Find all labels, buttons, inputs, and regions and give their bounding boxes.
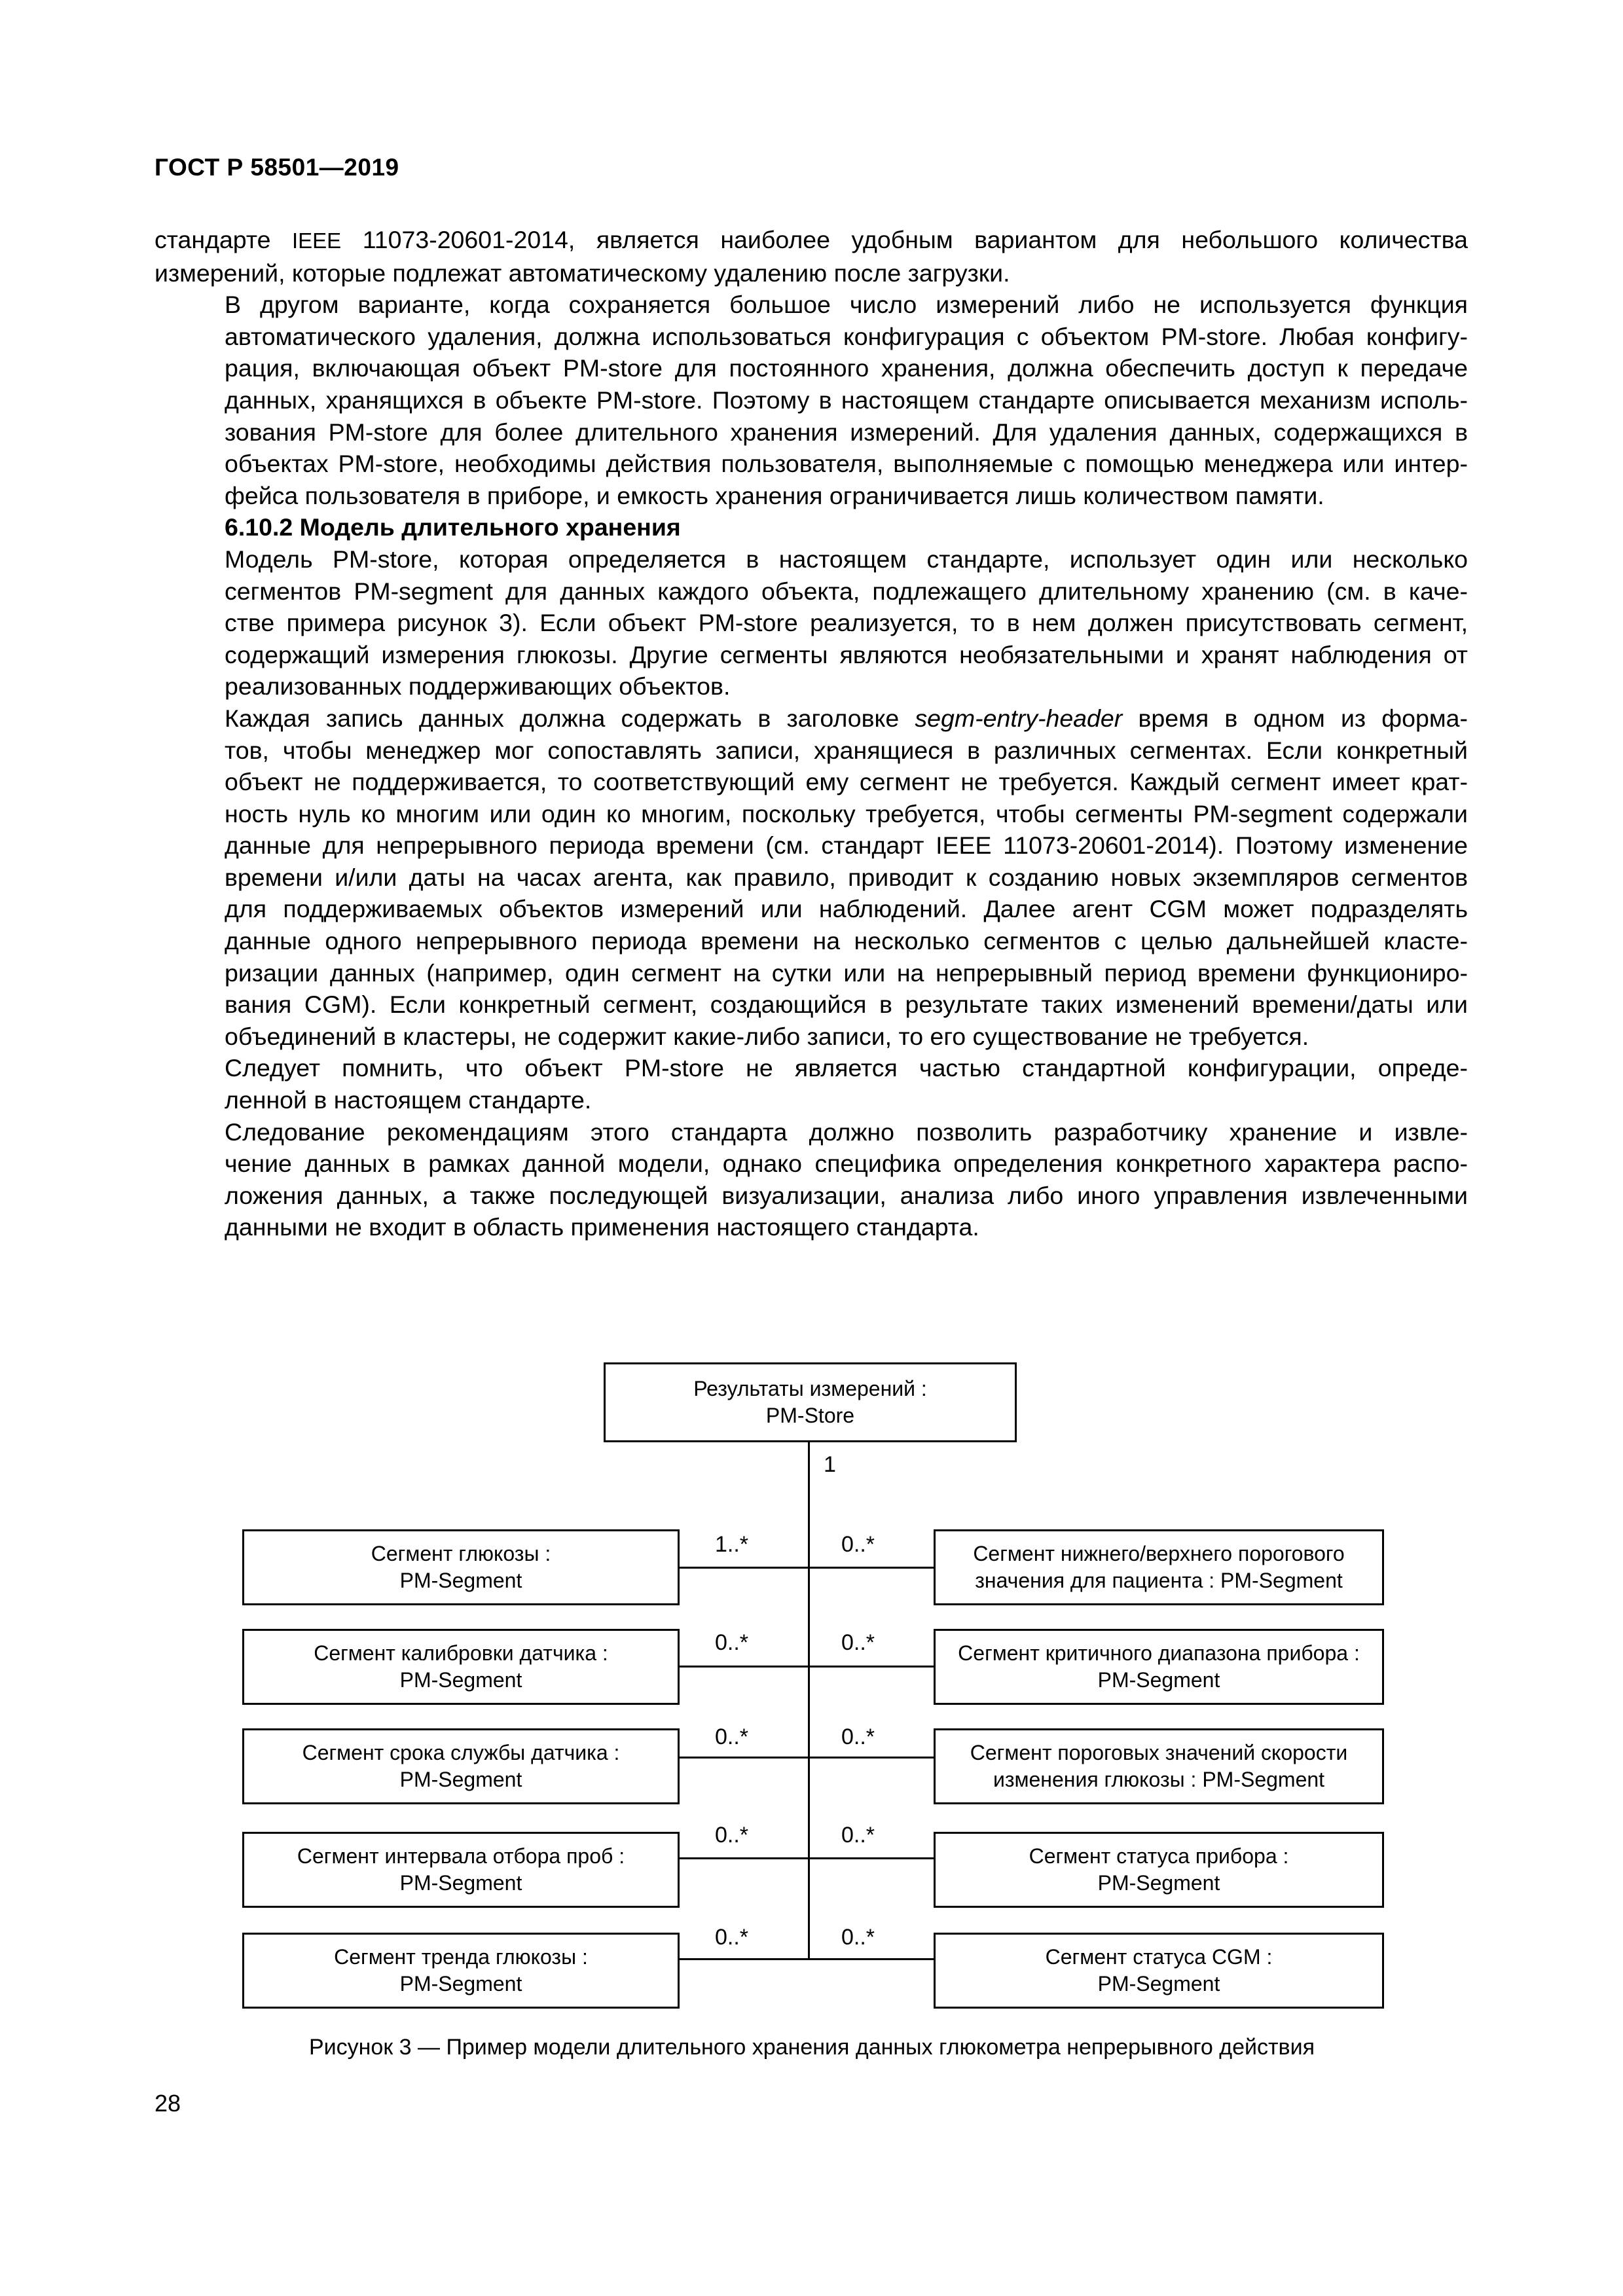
multiplicity-right-4: 0..*: [841, 1823, 875, 1848]
box-label: PM-Segment: [399, 1972, 522, 1995]
segment-box-right-5: [934, 1933, 1384, 2009]
text-line: данными не входит в область применения настоящего стандарта.: [225, 1213, 979, 1241]
box-label: PM-Segment: [1097, 1668, 1220, 1692]
multiplicity-right-1: 0..*: [841, 1532, 875, 1557]
segment-box-right-2: [934, 1629, 1384, 1705]
multiplicity-left-3: 0..*: [715, 1724, 749, 1749]
text-line: зования PM-store для более длительного хранения измерений. Для удаления данных, содержащихся в: [225, 418, 1468, 446]
box-label: Сегмент нижнего/верхнего порогового: [973, 1542, 1345, 1565]
multiplicity-right-5: 0..*: [841, 1925, 875, 1950]
text-line: ризации данных (например, один сегмент на сутки или на непрерывный период времени функциониро-: [225, 958, 1468, 987]
connector-horizontal: [680, 1666, 934, 1667]
segment-box-right-1: [934, 1529, 1384, 1605]
text-run: Каждая запись данных должна содержать в заголовке: [225, 704, 915, 732]
root-box-pm-store: [604, 1362, 1017, 1442]
text-line: рация, включающая объект PM-store для постоянного хранения, должна обеспечить доступ к передаче: [225, 354, 1468, 382]
box-label: Результаты измерений :: [693, 1377, 927, 1400]
segment-box-left-4: [242, 1832, 680, 1908]
text-line: ложения данных, а также последующей визуализации, анализа либо иного управления извлеченными: [225, 1181, 1468, 1209]
box-label: PM-Segment: [1097, 1871, 1220, 1895]
segment-box-left-2: [242, 1629, 680, 1705]
connector-horizontal: [680, 1958, 934, 1960]
box-label: изменения глюкозы : PM-Segment: [993, 1768, 1325, 1791]
segment-box-left-1: [242, 1529, 680, 1605]
box-label: Сегмент статуса прибора :: [1029, 1844, 1289, 1868]
text-line: Следование рекомендациям этого стандарта должно позволить разработчику хранение и извле-: [225, 1118, 1468, 1146]
box-label: Сегмент пороговых значений скорости: [970, 1741, 1348, 1764]
box-label: PM-Store: [765, 1404, 855, 1427]
text-run: segm-entry-header: [915, 704, 1123, 732]
text-line: [155, 224, 1468, 257]
connector-horizontal: [680, 1757, 934, 1758]
text-line: объект не поддерживается, то соответствующий ему сегмент не требуется. Каждый сегмент имеет крат-: [225, 768, 1468, 796]
box-label: Сегмент интервала отбора проб :: [297, 1844, 625, 1868]
box-label: PM-Segment: [399, 1871, 522, 1895]
figure-caption: Рисунок 3 — Пример модели длительного хранения данных глюкометра непрерывного действия: [308, 2035, 1315, 2060]
connector-horizontal: [680, 1857, 934, 1859]
paragraph-4: [155, 702, 1468, 1053]
text-line: чение данных в рамках данной модели, однако специфика определения конкретного характера распо-: [225, 1150, 1468, 1178]
box-label: Сегмент критичного диапазона прибора :: [958, 1641, 1360, 1665]
box-label: PM-Segment: [399, 1569, 522, 1592]
text-line: Следует помнить, что объект PM-store не является частью стандартной конфигурации, опреде-: [225, 1054, 1468, 1082]
text-line: [155, 702, 1468, 735]
body-text: [155, 224, 1468, 1243]
box-label: PM-Segment: [399, 1668, 522, 1692]
paragraph-5: [155, 1052, 1468, 1116]
multiplicity-right-3: 0..*: [841, 1724, 875, 1749]
paragraph-2: [155, 289, 1468, 511]
paragraph-1: [155, 224, 1468, 289]
text-line: сегментов PM-segment для данных каждого объекта, подлежащего длительному хранению (см. в каче-: [225, 577, 1468, 605]
text-line: В другом варианте, когда сохраняется большое число измерений либо не используется функция: [225, 291, 1468, 319]
segment-box-left-3: [242, 1728, 680, 1804]
multiplicity-left-2: 0..*: [715, 1630, 749, 1655]
text-run: время в одном из форма-: [1122, 704, 1468, 732]
text-line: Модель PM-store, которая определяется в настоящем стандарте, использует один или несколько: [225, 545, 1468, 573]
segment-box-right-4: [934, 1832, 1384, 1908]
paragraph-6: [155, 1116, 1468, 1243]
text-line: для поддерживаемых объектов измерений или наблюдений. Далее агент CGM может подразделять: [225, 895, 1468, 923]
text-line: вания CGM). Если конкретный сегмент, создающийся в результате таких изменений времени/даты или: [225, 991, 1468, 1019]
box-label: Сегмент статуса CGM :: [1045, 1945, 1273, 1969]
box-label: значения для пациента : PM-Segment: [975, 1569, 1343, 1592]
text-line: данных, хранящихся в объекте PM-store. Поэтому в настоящем стандарте описывается механизм исполь-: [225, 386, 1468, 414]
segment-box-left-5: [242, 1933, 680, 2009]
text-run: 11073-20601-2014, является наиболее удобным вариантом для небольшого количества: [341, 226, 1468, 253]
box-label: Сегмент тренда глюкозы :: [334, 1945, 588, 1969]
box-label: Сегмент калибровки датчика :: [314, 1641, 608, 1665]
box-label: Сегмент срока службы датчика :: [302, 1741, 620, 1764]
text-line: ность нуль ко многим или один ко многим, поскольку требуется, чтобы сегменты PM-segment содержали: [225, 799, 1468, 828]
segment-box-right-3: [934, 1728, 1384, 1804]
paragraph-3: [155, 543, 1468, 702]
connector-vertical: [808, 1442, 810, 1959]
text-line: стве примера рисунок 3). Если объект PM-store реализуется, то в нем должен присутствовать сегмент,: [225, 609, 1468, 637]
connector-horizontal: [680, 1567, 934, 1569]
box-label: PM-Segment: [399, 1768, 522, 1791]
text-line: объединений в кластеры, не содержит какие-либо записи, то его существование не требуется.: [225, 1022, 1309, 1050]
multiplicity-right-2: 0..*: [841, 1630, 875, 1655]
text-line: данные одного непрерывного периода времени на несколько сегментов с целью дальнейшей класте-: [225, 927, 1468, 955]
text-line: автоматического удаления, должна использоваться конфигурация с объектом PM-store. Любая конфигу-: [225, 322, 1468, 350]
text-line: измерений, которые подлежат автоматическому удалению после загрузки.: [155, 259, 1010, 287]
document-header: ГОСТ Р 58501—2019: [155, 154, 399, 181]
multiplicity-left-5: 0..*: [715, 1925, 749, 1950]
text-line: данные для непрерывного периода времени (см. стандарт IEEE 11073-20601-2014). Поэтому изменение: [225, 831, 1468, 860]
box-label: Сегмент глюкозы :: [371, 1542, 551, 1565]
text-run: стандарте: [155, 226, 292, 253]
text-line: ленной в настоящем стандарте.: [225, 1086, 592, 1114]
text-line: тов, чтобы менеджер мог сопоставлять записи, хранящиеся в различных сегментах. Если конкретный: [225, 736, 1468, 764]
multiplicity-left-4: 0..*: [715, 1823, 749, 1848]
section-heading: 6.10.2 Модель длительного хранения: [225, 513, 681, 541]
box-label: PM-Segment: [1097, 1972, 1220, 1995]
text-line: объектах PM-store, необходимы действия пользователя, выполняемые с помощью менеджера или интер-: [225, 450, 1468, 478]
text-run: IEEE: [291, 228, 342, 253]
text-line: реализованных поддерживающих объектов.: [225, 672, 731, 701]
text-line: фейса пользователя в приборе, и емкость хранения ограничивается лишь количеством памяти.: [225, 481, 1324, 509]
text-line: содержащий измерения глюкозы. Другие сегменты являются необязательными и хранят наблюдения от: [225, 640, 1468, 668]
page-number: 28: [155, 2090, 181, 2117]
multiplicity-left-1: 1..*: [715, 1532, 749, 1557]
root-multiplicity: 1: [824, 1452, 836, 1477]
text-line: времени и/или даты на часах агента, как правило, приводит к созданию новых экземпляров сегментов: [225, 863, 1468, 891]
